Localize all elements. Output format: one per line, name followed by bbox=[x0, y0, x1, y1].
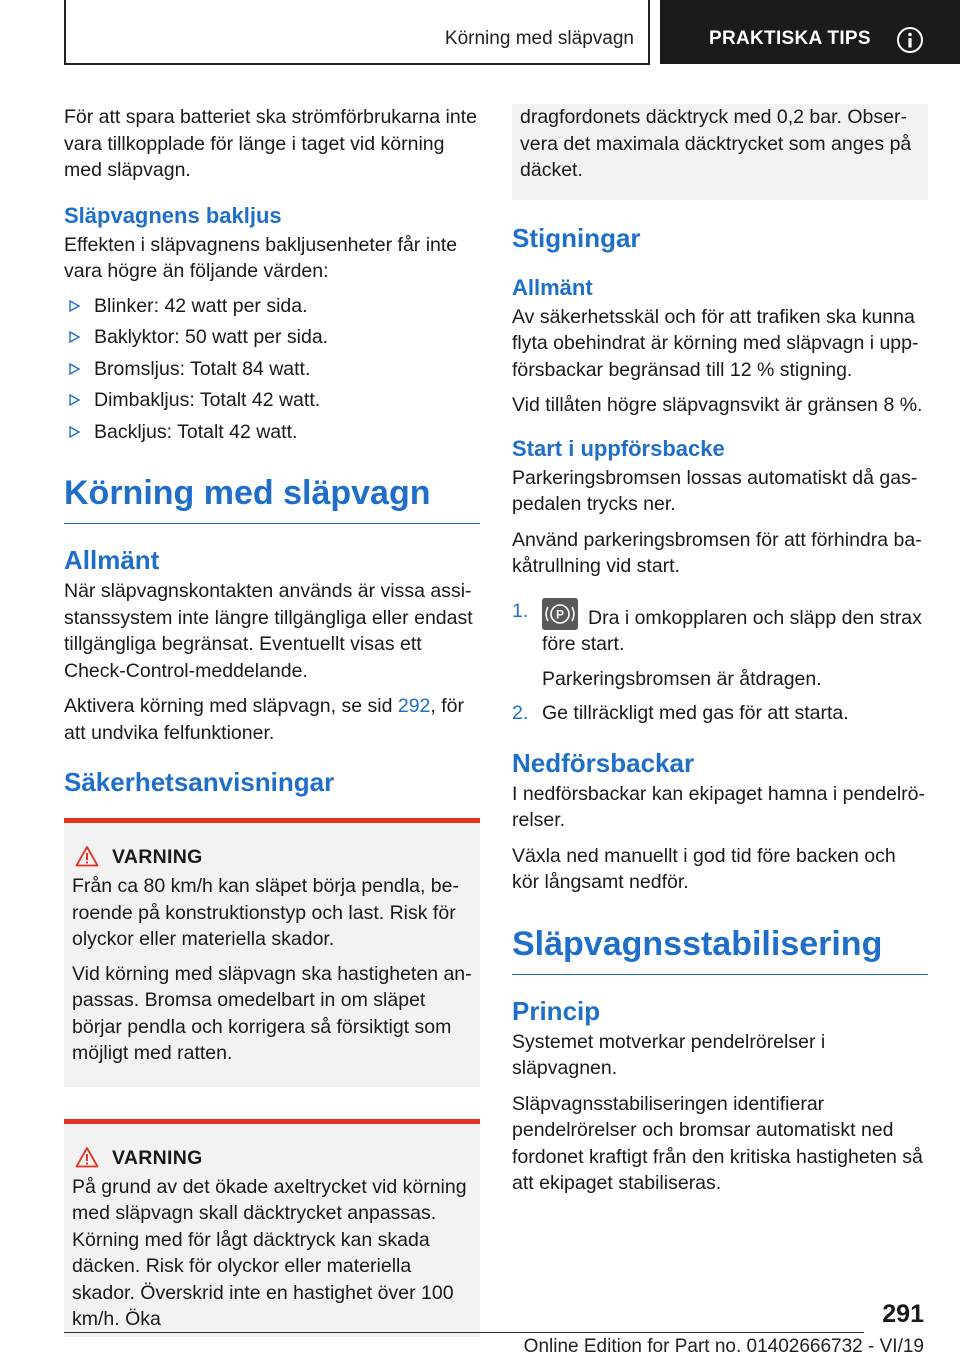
warning-triangle-icon bbox=[75, 845, 99, 867]
safety-heading: Säkerhetsanvisningar bbox=[64, 767, 335, 797]
header-bottom-rule bbox=[64, 63, 650, 65]
section-tab-label: PRAKTISKA TIPS bbox=[709, 28, 871, 49]
warning-box bbox=[64, 818, 480, 1087]
right-column bbox=[512, 104, 928, 1206]
general-paragraph: När släpvagnskontakten används är vissa assistanssystem inte längre tillgängliga eller endast tillgängliga begränsat. Eventuellt visas ett Check-Control-meddelande. bbox=[64, 580, 473, 682]
principle-heading: Princip bbox=[512, 995, 601, 1026]
chapter-title: Körning med släpvagn bbox=[444, 28, 634, 49]
list-item: Backljus: Totalt 42 watt. bbox=[64, 419, 480, 446]
section-tab[interactable] bbox=[660, 0, 960, 64]
parking-brake-button-icon bbox=[542, 598, 578, 630]
list-item: Baklyktor: 50 watt per sida. bbox=[64, 324, 480, 351]
triangle-bullet-icon bbox=[68, 394, 80, 406]
list-item: Blinker: 42 watt per sida. bbox=[64, 293, 480, 320]
info-icon bbox=[896, 26, 924, 54]
warning-title: VARNING bbox=[112, 846, 203, 868]
descent-paragraph: Växla ned manuellt i god tid före backen och kör långsamt nedför. bbox=[512, 844, 896, 893]
step-note: Parkeringsbromsen är åtdragen. bbox=[542, 667, 822, 690]
incline-paragraph: Vid tillåten högre släpvagnsvikt är gränsen 8 %. bbox=[512, 394, 923, 416]
taillight-list bbox=[64, 293, 480, 446]
intro-paragraph: För att spara batteriet ska strömförbrukarna inte vara tillkopplade för länge i taget vid körning med släpvagn. bbox=[64, 106, 477, 181]
warning-paragraph: På grund av det ökade axeltrycket vid körning med släpvagn skall däcktrycket anpassas. Körning med för lågt däcktryck kan skada däcken. Risk för olyckor eller materiella skador. Överskrid inte en hastighet över 100 km/h. Öka bbox=[72, 1175, 467, 1330]
page-number: 291 bbox=[882, 1300, 924, 1328]
warning-box bbox=[64, 1119, 480, 1337]
left-column bbox=[64, 104, 480, 1337]
hill-start-heading: Start i uppförsbacke bbox=[512, 435, 725, 461]
warning-continuation-paragraph: dragfordonets däcktryck med 0,2 bar. Observera det maximala däcktrycket som anges på däcket. bbox=[520, 106, 912, 181]
footer-rule bbox=[64, 1332, 864, 1333]
activate-paragraph: Aktivera körning med släpvagn, se sid 292, för att undvika felfunktioner. bbox=[64, 695, 464, 744]
descent-paragraph: I nedförsbackar kan ekipaget hamna i pendelrörelser. bbox=[512, 782, 926, 831]
list-item: Dimbakljus: Totalt 42 watt. bbox=[64, 387, 480, 414]
warning-paragraph: Vid körning med släpvagn ska hastigheten anpassas. Bromsa omedelbart in om släpet börjar pendla och korrigera så försiktigt som möjligt med ratten. bbox=[72, 962, 472, 1064]
warning-header bbox=[72, 1146, 472, 1170]
triangle-bullet-icon bbox=[68, 331, 80, 343]
general-heading: Allmänt bbox=[64, 545, 160, 575]
triangle-bullet-icon bbox=[68, 426, 80, 438]
triangle-bullet-icon bbox=[68, 300, 80, 312]
hill-start-paragraph: Parkeringsbromsen lossas automatiskt då gaspedalen trycks ner. bbox=[512, 466, 918, 515]
warning-triangle-icon bbox=[75, 1146, 99, 1168]
step-number: 1. bbox=[512, 599, 529, 622]
warning-continuation-box bbox=[512, 104, 928, 200]
warning-header bbox=[72, 845, 472, 869]
warning-paragraph: Från ca 80 km/h kan släpet börja pendla, beroende på konstruktionstyp och last. Risk för olyckor eller materiella skador. bbox=[72, 875, 459, 950]
footer-edition: Online Edition for Part no. 01402666732 - VI/19 bbox=[523, 1336, 924, 1357]
principle-paragraph: Släpvagnsstabiliseringen identifierar pendelrörelser och bromsar automatiskt ned fordonet kraftigt från den kritiska hastigheten så att ekipaget stabiliseras. bbox=[512, 1092, 923, 1194]
triangle-bullet-icon bbox=[68, 363, 80, 375]
step-item: 1. P Dra i omkopplaren och släpp den strax före start. Parkeringsbromsen är åtdragen. bbox=[512, 598, 928, 693]
hill-start-paragraph: Använd parkeringsbromsen för att förhindra bakåtrullning vid start. bbox=[512, 528, 922, 577]
warning-title: VARNING bbox=[112, 1146, 203, 1169]
principle-paragraph: Systemet motverkar pendelrörelser i släpvagnen. bbox=[512, 1030, 826, 1079]
section-title-stabilization: Släpvagnsstabilisering bbox=[512, 924, 928, 975]
step-item: 2. Ge tillräckligt med gas för att starta. bbox=[512, 700, 928, 727]
step-number: 2. bbox=[512, 702, 529, 724]
descents-heading: Nedförsbackar bbox=[512, 747, 695, 778]
taillight-heading: Släpvagnens bakljus bbox=[64, 202, 282, 228]
general-heading: Allmänt bbox=[512, 274, 593, 300]
incline-paragraph: Av säkerhetsskäl och för att trafiken ska kunna flyta obehindrat är körning med släpvagn i uppförsbackar begränsad till 12 % stigning. bbox=[512, 305, 919, 381]
steps-list bbox=[512, 598, 928, 727]
inclines-heading: Stigningar bbox=[512, 222, 641, 253]
taillight-paragraph: Effekten i släpvagnens bakljusenheter får inte vara högre än följande värden: bbox=[64, 233, 458, 282]
svg-text:P: P bbox=[555, 607, 565, 621]
page-reference-link[interactable]: 292 bbox=[397, 695, 431, 717]
header-divider bbox=[648, 0, 650, 64]
list-item: Bromsljus: Totalt 84 watt. bbox=[64, 356, 480, 383]
header-left-rule bbox=[64, 0, 66, 64]
section-title-towing: Körning med släpvagn bbox=[64, 473, 480, 524]
